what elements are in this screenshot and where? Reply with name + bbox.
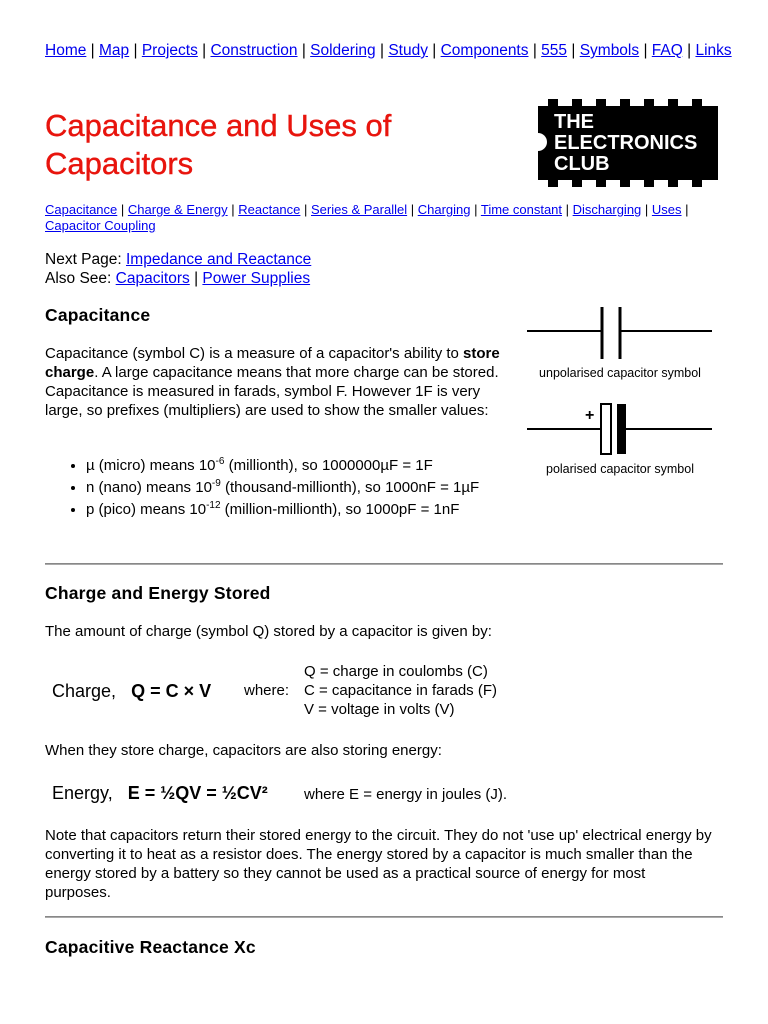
nav-separator: | [432, 42, 437, 59]
subnav-time-constant-link[interactable]: Time constant [480, 202, 563, 217]
prefix-micro-rest: (millionth), so 1000000µF = 1F [224, 457, 433, 474]
list-item [86, 455, 546, 477]
charge-label: Charge, [52, 681, 117, 701]
charge-definitions [304, 662, 497, 719]
prefix-nano-exponent: -9 [211, 478, 221, 489]
energy-formula: E = ½QV = ½CV² [127, 783, 268, 803]
prefix-pico-text: p (pico) means 10 [86, 501, 207, 518]
list-item [86, 477, 546, 499]
nav-separator: | [379, 42, 384, 59]
subnav-capacitor-coupling-link[interactable]: Capacitor Coupling [45, 218, 156, 233]
subnav-charging-link[interactable]: Charging [417, 202, 471, 217]
subnav-discharging-link[interactable]: Discharging [572, 202, 642, 217]
prefix-nano-rest: (thousand-millionth), so 1000nF = 1µF [220, 479, 480, 496]
prefix-pico-rest: (million-millionth), so 1000pF = 1nF [220, 501, 460, 518]
next-page-label: Next Page: [45, 251, 122, 268]
polarised-caption: polarised capacitor symbol [546, 462, 694, 476]
charge-formula: Q = C × V [131, 681, 212, 701]
nav-separator: | [301, 42, 306, 59]
electronics-club-logo[interactable] [538, 99, 718, 187]
related-pages [45, 250, 311, 288]
energy-note: Note that capacitors return their stored energy to the circuit. They do not 'use up' electrical energy by converting it to heat as a resistor does. The energy stored by a capacitor is much smaller than the energy stored by a battery so they cannot be used as a practical source of energy for most purposes. [45, 827, 712, 901]
nav-projects-link[interactable]: Projects [141, 42, 198, 59]
charge-intro: The amount of charge (symbol Q) stored by a capacitor is given by: [45, 623, 492, 640]
capacitance-intro-part2: . A large capacitance means that more charge can be stored. Capacitance is measured in farads, symbol F. However 1F is very large, so prefixes (multipliers) are used to show the smaller values: [45, 364, 499, 419]
top-navigation [45, 41, 735, 60]
capacitance-heading: Capacitance [45, 305, 151, 325]
subnav-reactance-link[interactable]: Reactance [238, 202, 301, 217]
list-item [86, 499, 546, 521]
capacitance-intro-part1: Capacitance (symbol C) is a measure of a capacitor's ability to [45, 345, 459, 362]
reactance-heading: Capacitive Reactance Xc [45, 937, 256, 957]
nav-soldering-link[interactable]: Soldering [310, 42, 376, 59]
logo-line-electronics: ELECTRONICS [554, 132, 698, 154]
page-title: Capacitance and Uses of Capacitors [45, 108, 392, 181]
energy-where-text: where E = energy in joules (J). [304, 786, 508, 803]
also-see-label: Also See: [45, 270, 112, 287]
nav-separator: | [133, 42, 138, 59]
nav-study-link[interactable]: Study [388, 42, 428, 59]
prefix-nano-text: n (nano) means 10 [86, 479, 212, 496]
definition-q: Q = charge in coulombs (C) [304, 663, 488, 680]
energy-formula-row [52, 783, 268, 804]
unpolarised-capacitor-symbol [527, 307, 712, 359]
nav-separator: | [532, 42, 537, 59]
capacitance-intro [45, 344, 515, 420]
nav-separator: | [687, 42, 692, 59]
charge-where-label: where: [244, 682, 290, 699]
nav-components-link[interactable]: Components [440, 42, 529, 59]
nav-links-link[interactable]: Links [695, 42, 732, 59]
prefix-pico-exponent: -12 [206, 500, 221, 511]
capacitor-symbols [520, 303, 720, 483]
energy-intro: When they store charge, capacitors are also storing energy: [45, 742, 442, 759]
energy-label: Energy, [52, 783, 113, 803]
nav-symbols-link[interactable]: Symbols [579, 42, 640, 59]
nav-construction-link[interactable]: Construction [210, 42, 298, 59]
also-see-power-supplies-link[interactable]: Power Supplies [202, 270, 311, 287]
nav-separator: | [90, 42, 95, 59]
logo-line-the: THE [554, 111, 594, 133]
subnav-charge-energy-link[interactable]: Charge & Energy [127, 202, 228, 217]
polarised-capacitor-symbol [527, 404, 712, 454]
nav-home-link[interactable]: Home [45, 42, 87, 59]
capacitance-intro-bold: store charge [45, 345, 500, 381]
prefix-micro-exponent: -6 [215, 456, 225, 467]
next-page-link[interactable]: Impedance and Reactance [126, 251, 312, 268]
definition-v: V = voltage in volts (V) [304, 701, 455, 718]
nav-separator: | [202, 42, 207, 59]
nav-separator: | [571, 42, 576, 59]
nav-map-link[interactable]: Map [99, 42, 130, 59]
also-see-row: Also See: Capacitors | Power Supplies [45, 270, 311, 287]
subnav-series-parallel-link[interactable]: Series & Parallel [311, 202, 408, 217]
plus-sign: + [585, 407, 595, 424]
nav-555-link[interactable]: 555 [541, 42, 568, 59]
prefix-micro-text: µ (micro) means 10 [86, 457, 216, 474]
logo-line-club: CLUB [554, 153, 610, 175]
nav-faq-link[interactable]: FAQ [651, 42, 683, 59]
section-divider [45, 916, 723, 918]
prefix-list [45, 455, 546, 521]
nav-separator: | [643, 42, 648, 59]
section-divider [45, 563, 723, 565]
charge-formula-row [52, 681, 211, 702]
subnav-uses-link[interactable]: Uses [651, 202, 682, 217]
charge-energy-heading: Charge and Energy Stored [45, 583, 271, 603]
next-page-row [45, 250, 311, 269]
definition-c: C = capacitance in farads (F) [304, 682, 498, 699]
also-see-capacitors-link[interactable]: Capacitors [115, 270, 190, 287]
subnav-capacitance-link[interactable]: Capacitance [45, 202, 118, 217]
section-navigation: Capacitance | Charge & Energy | Reactance | Series & Parallel | Charging | Time constant | Discharging | Uses | Capacitor Coupling [45, 202, 689, 233]
unpolarised-caption: unpolarised capacitor symbol [539, 366, 701, 380]
